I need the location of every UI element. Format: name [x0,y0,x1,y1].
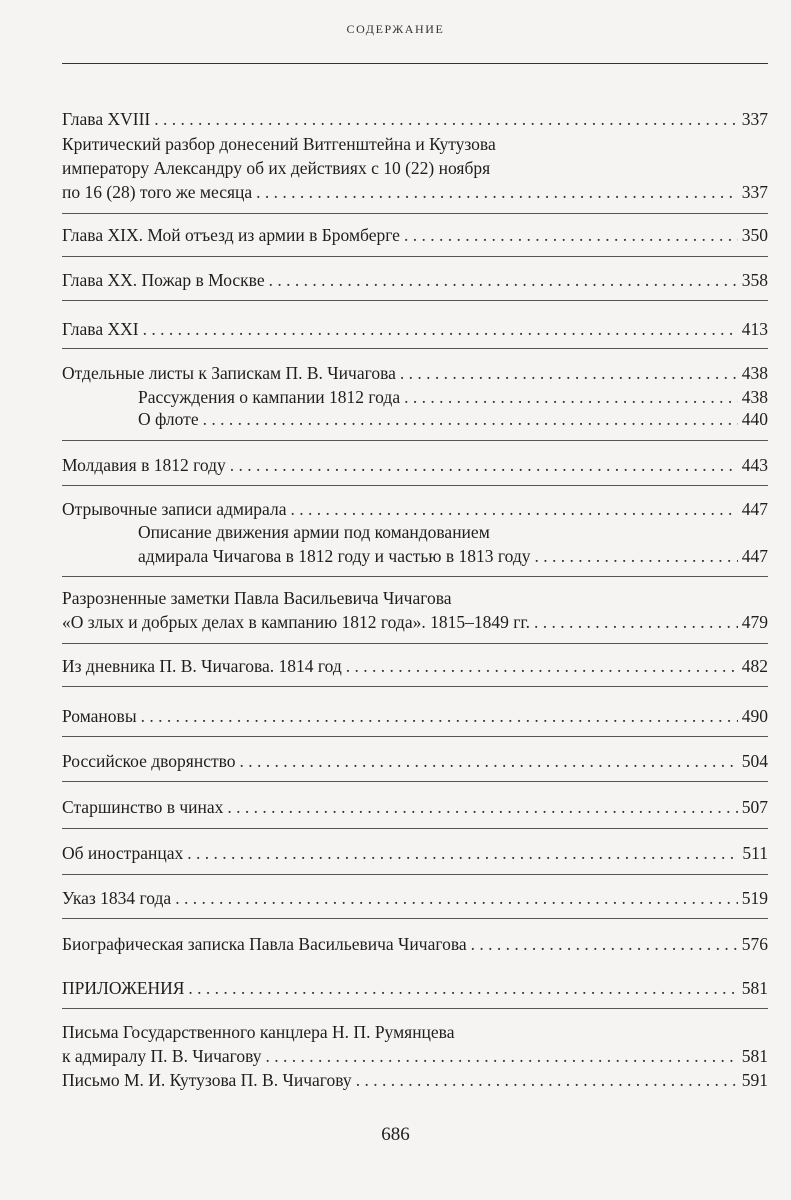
leader-dots [256,181,738,203]
section-separator [62,440,768,441]
toc-entry-title-line: императору Александру об их действиях с 10 (22) ноября [62,158,491,178]
leader-dots [290,498,737,520]
toc-entry-title: О флоте [138,409,199,429]
toc-entry [62,1045,768,1067]
toc-entry-title: Биографическая записка Павла Васильевича Чичагова [62,934,467,954]
toc-entry-page: 511 [742,843,768,863]
toc-entry-title: по 16 (28) того же месяца [62,182,253,202]
toc-entry-title: Глава XXI [62,319,139,339]
toc-entry-page: 519 [741,888,768,908]
toc-entry [62,454,768,476]
toc-entry [62,181,768,203]
toc-entry-page: 440 [741,409,768,429]
toc-entry-title-line: Письма Государственного канцлера Н. П. Румянцева [62,1022,455,1042]
section-separator [62,828,768,829]
toc-entry [62,842,768,864]
toc-entry [62,796,768,818]
toc-entry [62,1069,768,1091]
toc-entry [62,498,768,520]
section-separator [62,874,768,875]
toc-entry-title: Указ 1834 года [62,888,172,908]
toc-entry-title: Российское дворянство [62,751,236,771]
section-separator [62,781,768,782]
toc-entry [62,269,768,291]
toc-entry-title: адмирала Чичагова в 1812 году и частью в 1813 году [138,546,531,566]
toc-entry-page: 358 [741,270,768,290]
toc-entry-page: 576 [741,934,768,954]
toc-entry-page: 447 [741,499,768,519]
toc-entry-page: 350 [741,225,768,245]
toc-entry [62,362,768,384]
leader-dots [175,887,738,909]
toc-entry-page: 581 [741,978,768,998]
toc-entry-title: Об иностранцах [62,843,184,863]
leader-dots [141,705,738,727]
leader-dots [230,454,738,476]
toc-entry [62,108,768,130]
toc-entry-page: 504 [741,751,768,771]
toc-entry-page: 591 [741,1070,768,1090]
toc-entry-title: Глава XX. Пожар в Москве [62,270,265,290]
section-separator [62,300,768,301]
leader-dots [143,318,738,340]
leader-dots [187,842,738,864]
section-separator [62,686,768,687]
toc-entry [62,750,768,772]
toc-entry-title: ПРИЛОЖЕНИЯ [62,978,185,998]
toc-entry [62,611,768,633]
section-separator [62,485,768,486]
toc-entry [62,655,768,677]
toc-entry-page: 337 [741,182,768,202]
toc-entry-page: 581 [741,1046,768,1066]
section-separator [62,736,768,737]
section-separator [62,576,768,577]
toc-entry-title-line: Разрозненные заметки Павла Васильевича Чичагова [62,588,452,608]
toc-entry-title: «О злых и добрых делах в кампанию 1812 года». 1815–1849 гг. [62,612,530,632]
leader-dots [203,408,738,430]
toc-entry-title: Глава XVIII [62,109,151,129]
toc-entry [62,705,768,727]
section-separator [62,348,768,349]
leader-dots [188,977,737,999]
toc-entry-title: Молдавия в 1812 году [62,455,226,475]
leader-dots [154,108,738,130]
toc-subentry [138,408,768,430]
leader-dots [404,386,738,408]
leader-dots [356,1069,738,1091]
section-separator [62,213,768,214]
toc-entry-title: Из дневника П. В. Чичагова. 1814 год [62,656,342,676]
toc-entry-title: Глава XIX. Мой отъезд из армии в Бромберге [62,225,400,245]
toc-entry-page: 507 [741,797,768,817]
toc-entry-page: 337 [741,109,768,129]
toc-subentry [138,545,768,567]
leader-dots [346,655,738,677]
running-header: СОДЕРЖАНИЕ [346,22,445,36]
toc-entry [62,887,768,909]
toc-entry-title: к адмиралу П. В. Чичагову [62,1046,262,1066]
section-separator [62,918,768,919]
toc-entry-page: 438 [741,363,768,383]
toc-entry-title: Отдельные листы к Запискам П. В. Чичагова [62,363,396,383]
toc-entry-title: Рассуждения о кампании 1812 года [138,387,401,407]
toc-entry-page: 482 [741,656,768,676]
toc-entry-title: Отрывочные записи адмирала [62,499,287,519]
toc-entry [62,318,768,340]
toc-entry-page: 447 [741,546,768,566]
leader-dots [534,545,737,567]
leader-dots [240,750,738,772]
leader-dots [471,933,738,955]
toc-entry-page: 490 [741,706,768,726]
toc-entry [62,977,768,999]
section-separator [62,1008,768,1009]
toc-entry [62,224,768,246]
leader-dots [266,1045,738,1067]
toc-entry-page: 479 [741,612,768,632]
section-separator [62,643,768,644]
toc-entry-page: 413 [741,319,768,339]
toc-entry-page: 443 [741,455,768,475]
section-separator [62,256,768,257]
toc-entry-title-line: Критический разбор донесений Витгенштейна и Кутузова [62,134,496,154]
leader-dots [227,796,737,818]
toc-subentry [138,386,768,408]
leader-dots [534,611,738,633]
toc-entry-title: Романовы [62,706,137,726]
page-number: 686 [381,1124,410,1145]
leader-dots [400,362,738,384]
toc-entry-page: 438 [741,387,768,407]
header-rule [62,63,768,64]
toc-subentry-title-line: Описание движения армии под командованием [138,522,490,542]
toc-entry [62,933,768,955]
leader-dots [269,269,738,291]
toc-entry-title: Письмо М. И. Кутузова П. В. Чичагову [62,1070,352,1090]
toc-entry-title: Старшинство в чинах [62,797,224,817]
leader-dots [404,224,738,246]
